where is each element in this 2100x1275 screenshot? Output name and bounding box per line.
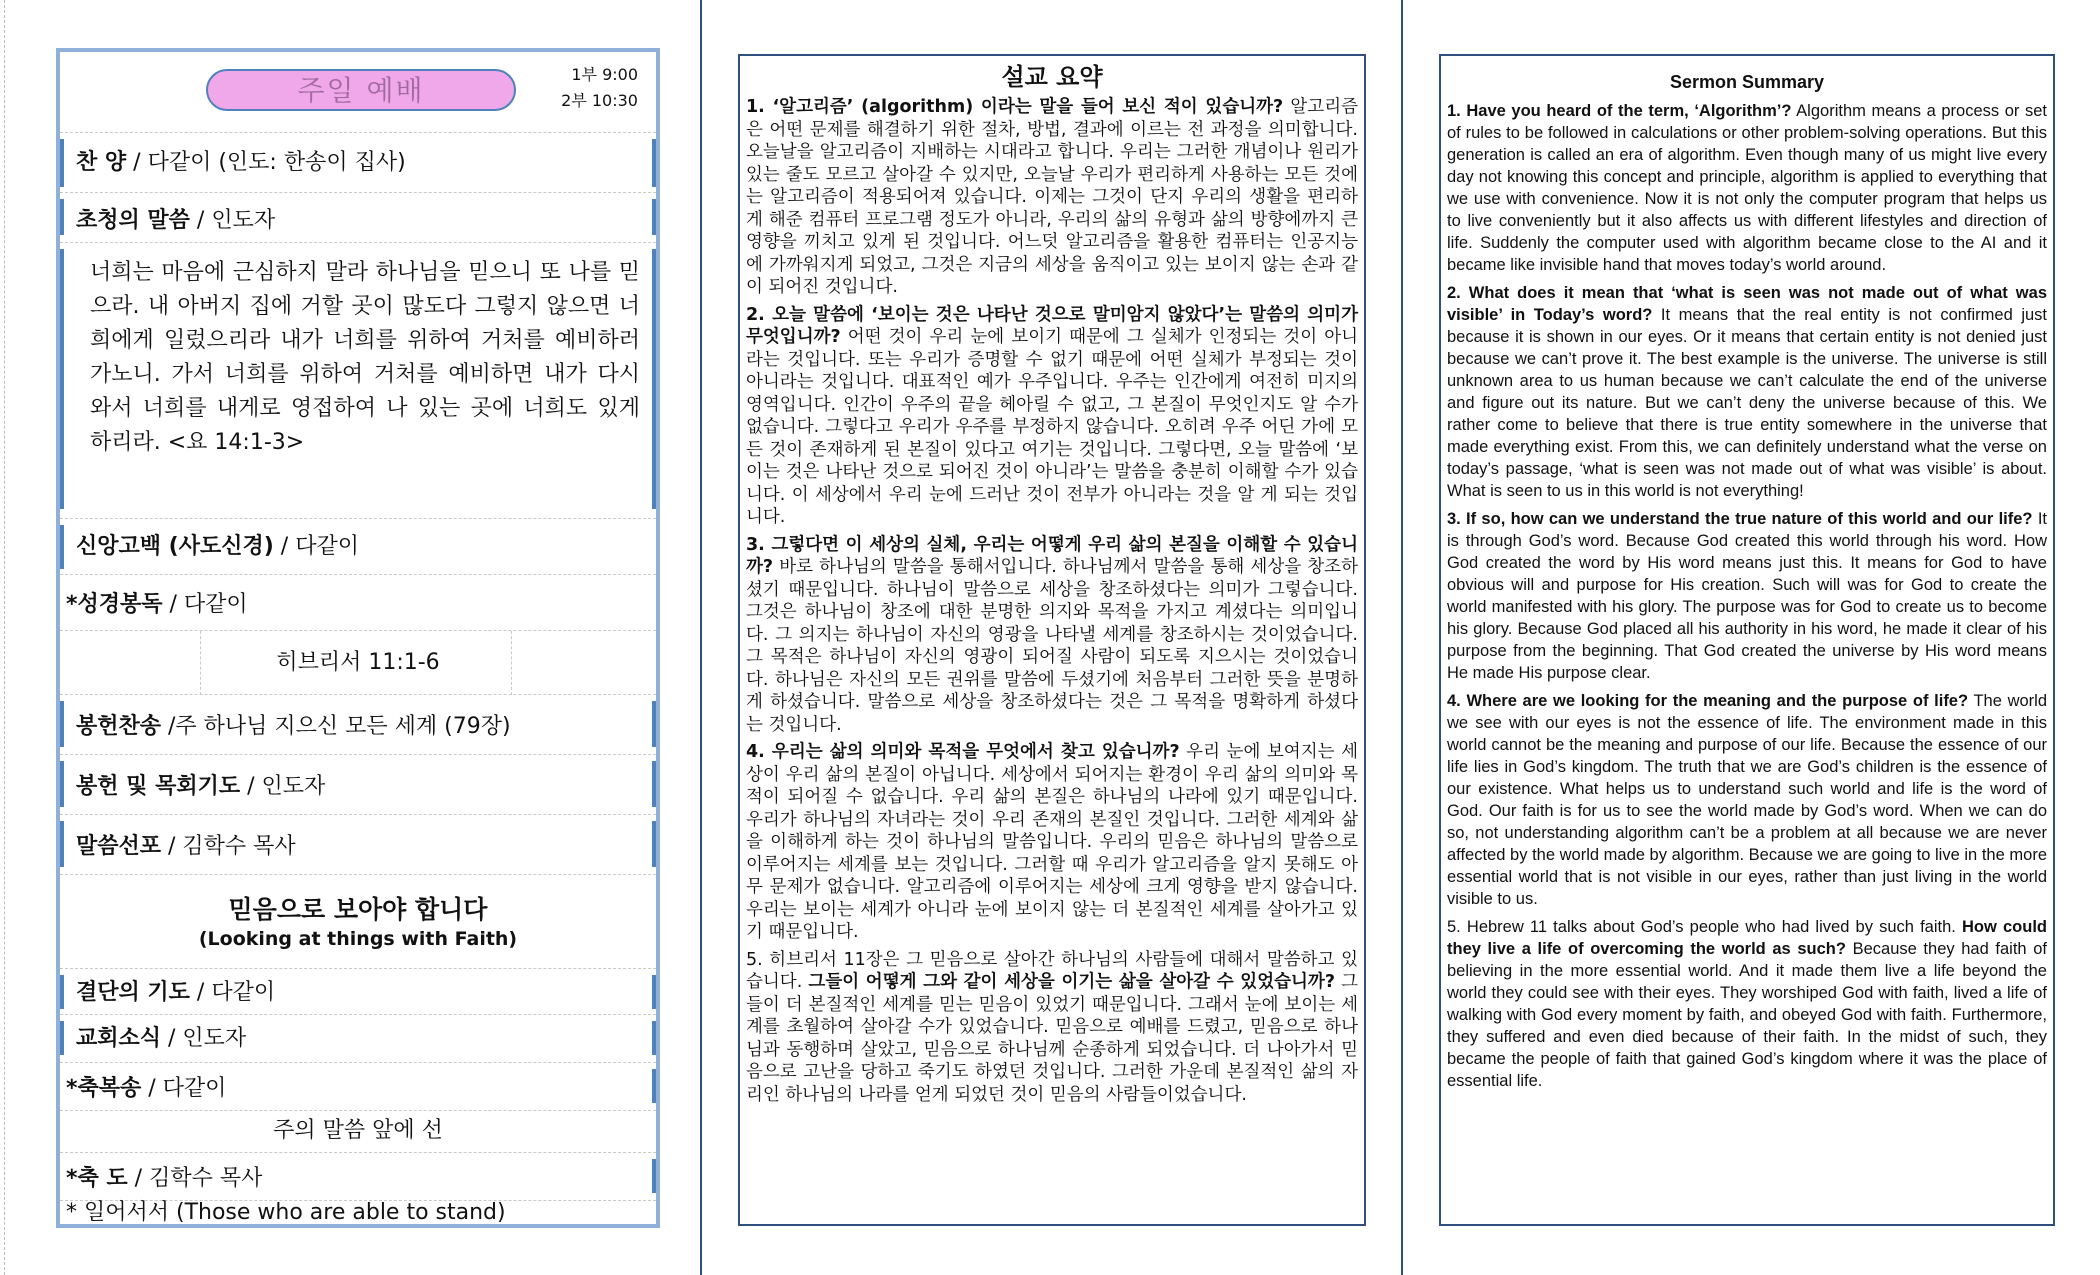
sermon-title-row [60,874,656,968]
row-accent [60,249,64,509]
praise-label: 찬 양 [76,150,127,175]
summary-question: 4. Where are we looking for the meaning and the purpose of life? [1447,692,1969,710]
summary-answer: 그들이 더 본질적인 세계를 믿는 믿음이 있었기 때문입니다. 그래서 눈에 보이는 세계를 초월하여 살아갈 수가 있었습니다. 믿음으로 예배를 드렸고, 믿음으로 하나님과 동행하며 살았고, 믿음으로 하나님께 순종하게 되었습니다. 더 나아가서 믿음으로 고난을 당하고 죽기도 하였던 것입니다. 그러한 가운데 본질적인 삶의 자리인 하나님의 나라를 얻게 되었던 것이 믿음의 사람들이었습니다. [746,972,1359,1105]
doxology-song: 주의 말씀 앞에 선 [273,1118,443,1143]
row-accent [60,139,64,187]
summary-question: 1. Have you heard of the term, ‘Algorithm’? [1447,102,1792,120]
doxology-detail: / 다같이 [148,1076,227,1101]
summary-intro: 5. 히브리서 11장은 그 믿음으로 살아간 하나님의 사람들에 대해서 말씀하고 있습니다. [746,949,1358,992]
praise-row [60,132,656,192]
hymn-row [60,694,656,754]
summary-question: 2. 오늘 말씀에 ‘보이는 것은 나타난 것으로 말미암지 않았다’는 말씀의 의미가 무엇입니까? [746,304,1358,347]
reading-row [60,574,656,630]
summary-paragraph [746,304,1358,529]
summary-question: How could they live a life of overcoming the world as such? [1447,918,2047,958]
row-accent [60,1021,64,1055]
offering-label: 봉헌 및 목회기도 [76,774,241,799]
row-accent [60,821,64,867]
benediction-row [60,1152,656,1200]
reading-detail: / 다같이 [169,592,248,617]
invitation-row [60,192,656,242]
doxology-label: *축복송 [66,1076,142,1101]
offering-detail: / 인도자 [247,774,326,799]
summary-paragraph [746,96,1358,299]
commit-detail: / 다같이 [196,980,276,1005]
news-detail: / 인도자 [168,1026,247,1051]
summary-answer: 알고리즘은 어떤 문제를 해결하기 위한 절차, 방법, 결과에 이르는 전 과정을 의미합니다. 오늘날을 알고리즘이 지배하는 시대라고 합니다. 우리는 그러한 개념이나 원리가 있는 줄도 모르고 살아갈 수 있지만, 오늘날 우리가 편리하게 사용하는 모든 것에는 알고리즘이 적용되어져 있습니다. 이제는 그것이 단지 우리의 생활을 편리하게 해준 컴퓨터 프로그램 정도가 아니라, 우리의 삶의 유형과 삶의 방향에까지 큰 영향을 끼치고 있게 된 것입니다. 어느덧 알고리즘을 활용한 컴퓨터는 인공지능에 가까워지게 되었고, 그것은 지금의 세상을 움직이고 있는 보이지 않는 손과 같이 되어진 것입니다. [746,97,1359,297]
benediction-detail: / 김학수 목사 [134,1166,263,1191]
row-accent [60,199,64,235]
worship-order-panel [56,48,660,1228]
sermon-summary-korean [738,54,1366,1226]
commit-label: 결단의 기도 [76,980,190,1005]
doxology-row [60,1062,656,1110]
row-accent [652,199,656,235]
creed-detail: / 다같이 [280,534,359,559]
row-accent [60,975,64,1009]
row-accent [652,249,656,509]
fold-line-left [700,0,702,1275]
invitation-verse: 너희는 마음에 근심하지 말라 하나님을 믿으니 또 나를 믿으라. 내 아버지 집에 거할 곳이 많도다 그렇지 않으면 너희에게 일렀으리라 내가 너희를 위하여 거처를 예비하러 가노니. 가서 너희를 위하여 거처를 예비하면 내가 다시 와서 너희를 내게로 영접하여 나 있는 곳에 너희도 있게 하리라. <요 14:1-3> [90,260,640,455]
row-accent [652,975,656,1009]
hymn-label: 봉헌찬송 [76,714,162,739]
summary-answer: 어떤 것이 우리 눈에 보이기 때문에 그 실체가 인정되는 것이 아니라는 것입니다. 또는 우리가 증명할 수 없기 때문에 어떤 실체가 부정되는 것이 아니라는 것입니다. 대표적인 예가 우주입니다. 우주는 인간에게 여전히 미지의 영역입니다. 인간이 우주의 끝을 헤아릴 수 없고, 그 본질이 무엇인지도 알 수가 없습니다. 그렇다고 우리가 우주를 부정하지 않습니다. 오히려 우주 어딘 가에 모든 것이 존재하게 된 본질이 있다고 여기는 것입니다. 그렇다면, 오늘 말씀에 ‘보이는 것은 나타난 것으로 되어진 것이 아니라’는 말씀을 충분히 이해할 수가 있습니다. 이 세상에서 우리 눈에 드러난 것이 전부가 아니라는 것을 알 게 되는 것입니다. [746,327,1358,527]
worship-title: 주일 예배 [206,69,516,111]
summary-paragraph [1447,282,2047,502]
offering-row [60,754,656,814]
summary-paragraph [746,741,1358,944]
row-accent [652,701,656,747]
summary-answer: It means that the real entity is not confirmed just because it is shown in our eyes. Or it means that certain entity is not denied just because we can’t prove it. The best example is the universe. The universe is still unknown area to us human because we can’t calculate the end of the universe and figure out its nature. But we can’t deny the universe because of this. We rather come to believe that there is true entity somewhere in the universe that made everything exist. From this, we can definitely understand what the verse on today’s passage, ‘what is seen was not made out of what was visible’ is about. What is seen to us in this world is not everything! [1447,306,2047,500]
reading-ref-row [60,630,656,694]
summary-title-korean: 설교 요약 [1001,63,1103,91]
creed-label: 신앙고백 (사도신경) [76,534,274,559]
row-accent [652,1021,656,1055]
reading-label: *성경봉독 [66,592,163,617]
fold-line-right [1401,0,1403,1275]
invitation-detail: / 인도자 [196,208,276,233]
summary-answer: The world we see with our eyes is not the essence of life. The environment made in this world cannot be the meaning and purpose of our life. Because the essence of our life lies in God’s kingdom. The truth that we are God’s children is the essence of our existence. What helps us to understand such world and life is the word of God. Our faith is for us to see the world made by God’s word. When we can do so, not understanding algorithm can’t be a problem at all because we are never affected by the world made by algorithm. Because we are going to live in the more essential world that is not visible in our eyes, rather than just living in the world visible to us. [1447,692,2048,908]
page-edge-left [4,0,5,1275]
summary-answer: It is through God’s word. Because God created this world through his word. How God created the word by His word means just this. It means for God to have obvious will and purpose for His creation. Such will was for God to create the world manifested with his glory. The purpose was for God to create us to become his glory. Because God placed all his authority in his word, he made it clear of his purpose from the beginning. That God created the universe by His word means He made His purpose clear. [1447,510,2047,682]
reading-reference: 히브리서 11:1-6 [276,650,440,675]
row-accent [60,525,64,569]
summary-paragraph [746,534,1358,737]
summary-paragraph [1447,100,2047,276]
summary-paragraph [746,949,1358,1107]
sermon-detail: / 김학수 목사 [168,834,296,859]
summary-question: 3. If so, how can we understand the true nature of this world and our life? [1447,510,2033,528]
summary-question: 4. 우리는 삶의 의미와 목적을 무엇에서 찾고 있습니까? [746,742,1180,762]
summary-title-english: Sermon Summary [1669,72,1825,92]
row-accent [652,761,656,807]
row-accent [60,701,64,747]
summary-paragraph [1447,916,2047,1092]
commit-prayer-row [60,968,656,1014]
invitation-label: 초청의 말씀 [76,208,190,233]
sermon-label: 말씀선포 [76,834,162,859]
summary-answer: 바로 하나님의 말씀을 통해서입니다. 하나님께서 말씀을 통해 세상을 창조하셨기 때문입니다. 하나님이 말씀으로 세상을 창조하셨다는 의미가 그렇습니다. 그것은 하나님이 창조에 대한 분명한 의지와 목적을 가지고 계셨다는 의미입니다. 그 의지는 하나님이 자신의 영광을 나타낼 세계를 창조하시는 것이었습니다. 그 목적은 하나님이 자신의 영광이 되어질 사람이 되도록 지으시는 것이었습니다. 하나님은 자신의 모든 권위를 말씀에 두셨기에 처음부터 그러한 뜻을 분명하게 하셨습니다. 말씀으로 세상을 창조하셨다는 것은 그 목적을 명확하게 하셨다는 것입니다. [746,557,1358,735]
summary-question: 2. What does it mean that ‘what is seen was not made out of what was visible’ in Today’s word? [1447,284,2047,324]
footnote-row [60,1200,656,1224]
header-row [60,52,656,132]
row-accent [652,1069,656,1103]
news-label: 교회소식 [76,1026,162,1051]
summary-question: 1. ‘알고리즘’ (algorithm) 이라는 말을 들어 보신 적이 있습니까? [746,97,1284,117]
row-accent [652,139,656,187]
summary-answer: Algorithm means a process or set of rules to be followed in calculations or other problem-solving operations. But this generation is called an era of algorithm. Even though many of us might live every day not knowing this concept and principle, algorithm is applied to everything that we use with convenience. Now it is not only the computer program that helps us to live conveniently but it also affects us with different lifestyles and direction of life. Suddenly the computer used with algorithm became close to the AI and it became like invisible hand that moves today’s world around. [1447,102,2047,274]
summary-answer: Because they had faith of believing in the more essential world. And it made them live a life beyond the world they could see with their eyes. They worshiped God with faith, lived a life of walking with God every moment by faith, and obeyed God with faith. Furthermore, they suffered and even died because of their faith. In the midst of such, they became the people of faith that gained God’s kingdom where it was the place of essential life. [1447,940,2047,1090]
summary-question: 그들이 어떻게 그와 같이 세상을 이기는 삶을 살아갈 수 있었습니까? [808,972,1335,992]
summary-paragraph [1447,508,2047,684]
service-time-2: 2부 10:30 [561,91,638,110]
hymn-detail: /주 하나님 지으신 모든 세계 (79장) [168,714,511,739]
stand-footnote: * 일어서서 (Those who are able to stand) [66,1200,506,1225]
sermon-title-korean: 믿음으로 보아야 합니다 [228,895,488,924]
sermon-summary-english [1439,54,2055,1226]
creed-row [60,518,656,574]
summary-paragraph [1447,690,2047,910]
summary-answer: 우리 눈에 보여지는 세상이 우리 삶의 본질이 아닙니다. 세상에서 되어지는 환경이 우리 삶의 의미와 목적이 되어질 수 없습니다. 우리 삶의 본질은 하나님의 나라에 있기 때문입니다. 우리가 하나님의 자녀라는 것이 우리 존재의 본질인 것입니다. 그러한 세계와 삶을 이해하게 하는 것이 하나님의 말씀입니다. 우리의 믿음은 하나님의 말씀으로 이루어지는 세계를 보는 것입니다. 그러할 때 우리가 알고리즘을 알지 못해도 아무 문제가 없습니다. 알고리즘에 이루어지는 세상에 크게 영향을 받지 않습니다. 우리는 보이는 세계가 아니라 눈에 보이지 않는 더 본질적인 세계를 살아가고 있기 때문입니다. [746,742,1358,942]
row-accent [652,821,656,867]
benediction-label: *축 도 [66,1166,128,1191]
sermon-row [60,814,656,874]
row-accent [60,761,64,807]
news-row [60,1014,656,1062]
doxology-song-row [60,1110,656,1152]
praise-detail: / 다같이 (인도: 한송이 집사) [133,150,406,175]
service-time-1: 1부 9:00 [571,65,638,84]
summary-intro: 5. Hebrew 11 talks about God’s people who had lived by such faith. [1447,918,1963,936]
sermon-title-english: (Looking at things with Faith) [198,928,518,950]
row-accent [652,1159,656,1193]
summary-question: 3. 그렇다면 이 세상의 실체, 우리는 어떻게 우리 삶의 본질을 이해할 수 있습니까? [746,534,1358,577]
